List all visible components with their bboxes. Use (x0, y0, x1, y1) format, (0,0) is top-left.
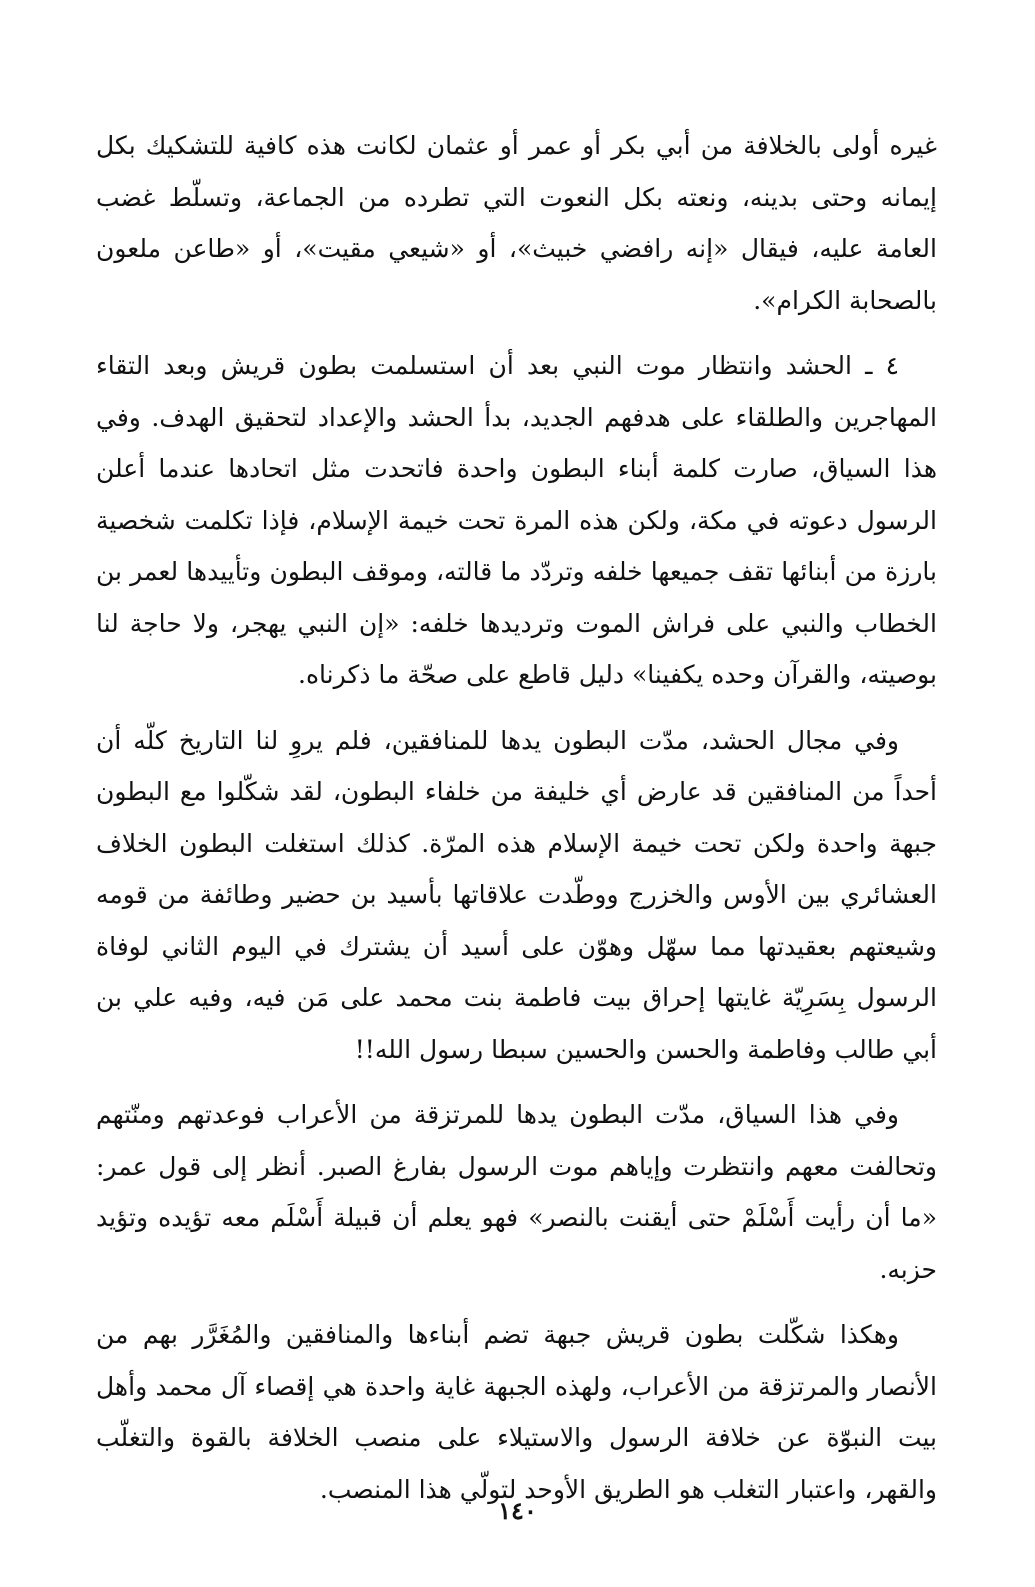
paragraph-mobilization: وفي مجال الحشد، مدّت البطون يدها للمنافقين، فلم يروِ لنا التاريخ كلّه أن أحداً من المنافقين قد عارض أي خليفة من خلفاء البطون، لقد شكّلوا مع البطون جبهة واحدة ولكن تحت خيمة الإسلام هذه المرّة. كذلك استغلت البطون الخلاف العشائري بين الأوس والخزرج ووطّدت علاقاتها بأسيد بن حضير وطائفة من قومه وشيعتهم بعقيدتها مما سهّل وهوّن على أسيد أن يشترك في اليوم الثاني لوفاة الرسول بِسَرِيّة غايتها إحراق بيت فاطمة بنت محمد على مَن فيه، وفيه علي بن أبي طالب وفاطمة والحسن والحسين سبطا رسول الله!! (96, 725, 937, 1064)
paragraph-bedouins: وفي هذا السياق، مدّت البطون يدها للمرتزقة من الأعراب فوعدتهم ومنّتهم وتحالفت معهم وانتظرت وإياهم موت الرسول بفارغ الصبر. أنظر إلى قول عمر: «ما أن رأيت أَسْلَمْ حتى أيقنت بالنصر» فهو يعلم أن قبيلة أَسْلَم معه تؤيده وتؤيد حزبه. (96, 1100, 937, 1284)
paragraph-section-4: ٤ ـ الحشد وانتظار موت النبي بعد أن استسلمت بطون قريش وبعد التقاء المهاجرين والطلقاء على هدفهم الجديد، بدأ الحشد والإعداد لتحقيق الهدف. وفي هذا السياق، صارت كلمة أبناء البطون واحدة فاتحدت مثل اتحادها عندما أعلن الرسول دعوته في مكة، ولكن هذه المرة تحت خيمة الإسلام، فإذا تكلمت شخصية بارزة من أبنائها تقف جميعها خلفه وتردّد ما قالته، وموقف البطون وتأييدها لعمر بن الخطاب والنبي على فراش الموت وترديدها خلفه: «إن النبي يهجر، ولا حاجة لنا بوصيته، والقرآن وحده يكفينا» دليل قاطع على صحّة ما ذكرناه. (96, 351, 937, 689)
paragraph-front: وهكذا شكّلت بطون قريش جبهة تضم أبناءها والمنافقين والمُغَرَّر بهم من الأنصار والمرتزقة من الأعراب، ولهذه الجبهة غاية واحدة هي إقصاء آل محمد وأهل بيت النبوّة عن خلافة الرسول والاستيلاء على منصب الخلافة بالقوة والتغلّب والقهر، واعتبار التغلب هو الطريق الأوحد لتولّي هذا المنصب. (96, 1320, 937, 1504)
page-number: ١٤٠ (498, 1496, 537, 1525)
page-body (96, 120, 937, 1527)
paragraph-continuation: غيره أولى بالخلافة من أبي بكر أو عمر أو عثمان لكانت هذه كافية للتشكيك بكل إيمانه وحتى بدينه، ونعته بكل النعوت التي تطرده من الجماعة، وتسلّط غضب العامة عليه، فيقال «إنه رافضي خبيث»، أو «شيعي مقيت»، أو «طاعن ملعون بالصحابة الكرام». (96, 131, 937, 315)
